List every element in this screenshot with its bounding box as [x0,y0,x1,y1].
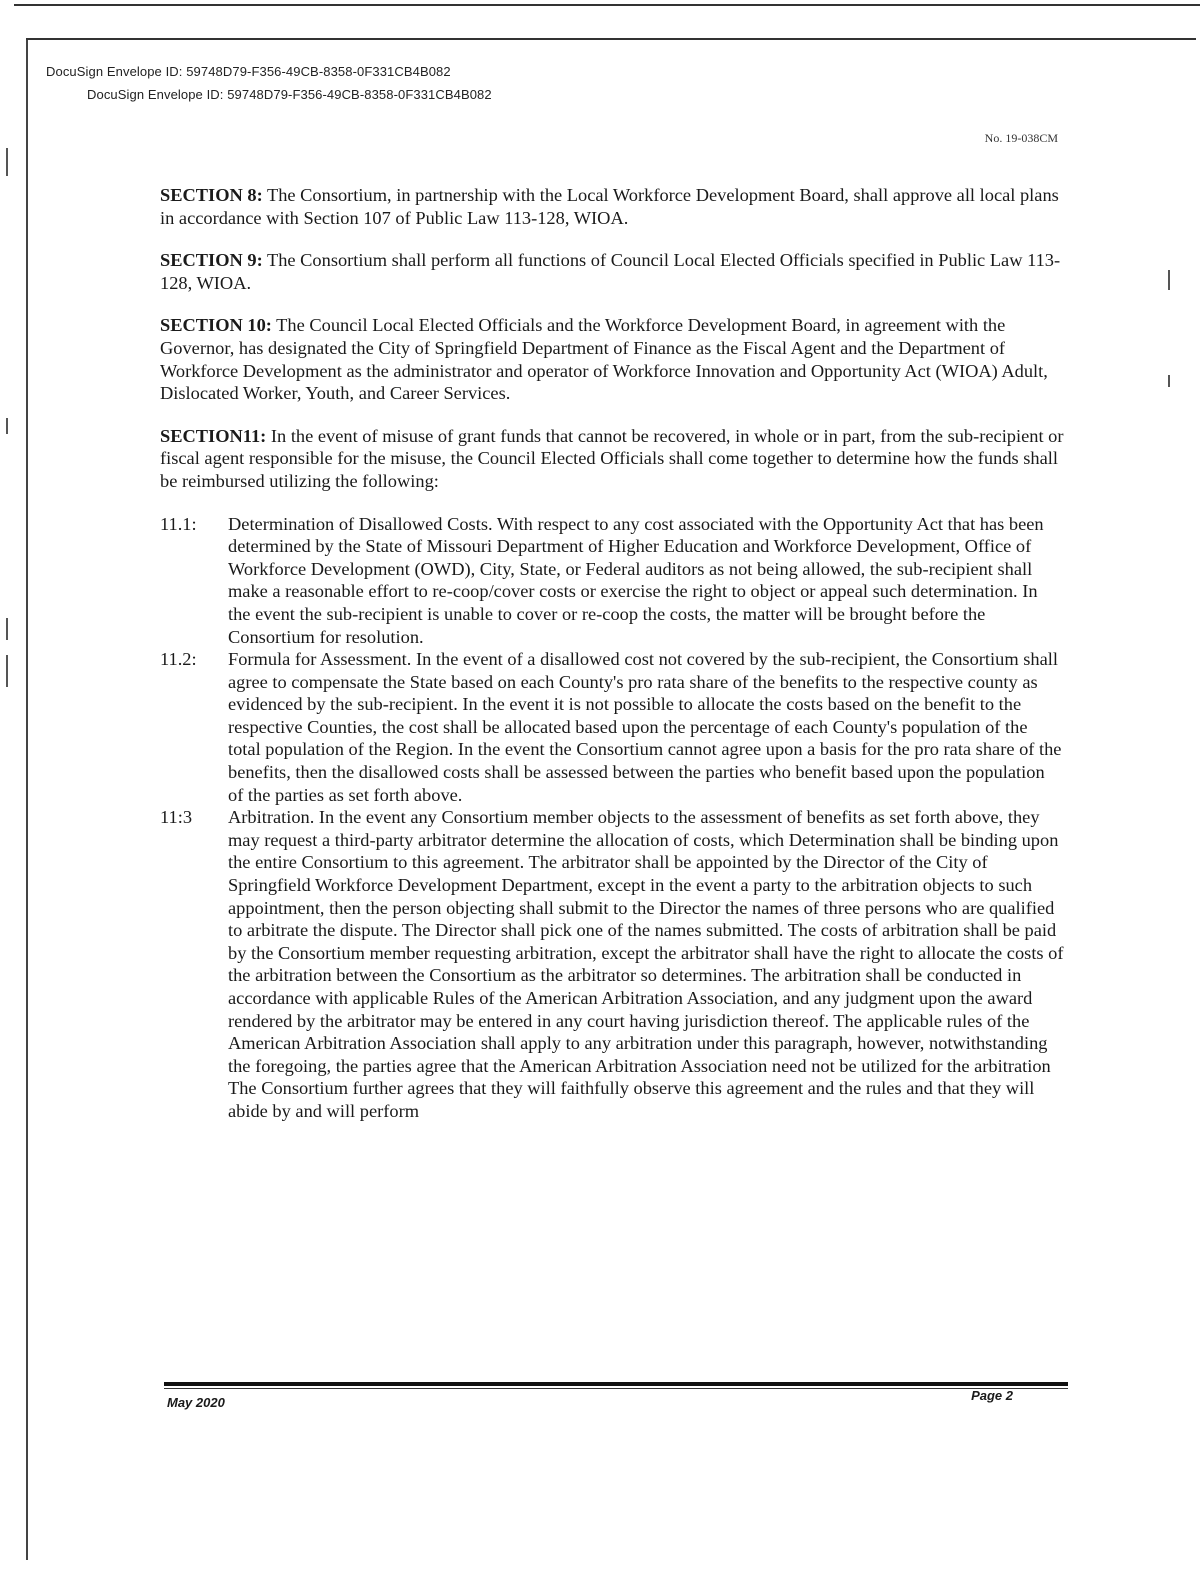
section-text: In the event of misuse of grant funds that cannot be recovered, in whole or in part, from the sub-recipient or fiscal agent responsible for the misuse, the Council Elected Officials shall come together to determine how the funds shall be reimbursed utilizing the following: [160,425,1064,491]
footer-rule-thin [164,1388,1068,1389]
section-text: The Consortium, in partnership with the Local Workforce Development Board, shall approve all local plans in accordance with Section 107 of Public Law 113-128, WIOA. [160,185,1059,228]
document-number: No. 19-038CM [984,131,1058,145]
section-9 [160,249,1064,294]
subsection-11-2 [160,648,1064,806]
subsection-number: 11.2: [160,649,197,670]
scan-mark [6,655,8,687]
scan-border-inner-top [26,38,1196,40]
section-10 [160,314,1064,404]
footer-date: May 2020 [167,1395,225,1410]
page-number: Page 2 [971,1388,1013,1403]
scan-mark [6,148,8,176]
section-heading: SECTION 9: [160,250,263,271]
section-text: The Consortium shall perform all functions of Council Local Elected Officials specified in Public Law 113-128, WIOA. [160,250,1061,293]
section-11 [160,425,1064,493]
subsection-number: 11:3 [160,807,193,828]
section-8 [160,184,1064,229]
subsection-text: Arbitration. In the event any Consortium member objects to the assessment of benefits as set forth above, they may request a third-party arbitrator determine the allocation of costs, which Determination shall be binding upon the entire Consortium to this agreement. The arbitrator shall be appointed by the Director of the City of Springfield Workforce Development Department, except in the event a party to the arbitration objects to such appointment, then the person objecting shall submit to the Director the names of three persons who are qualified to arbitrate the dispute. The Director shall pick one of the names submitted. The costs of arbitration shall be paid by the Consortium member requesting arbitration, except the arbitrator shall have the right to allocate the costs of the arbitration between the Consortium as the arbitrator so determines. The arbitration shall be conducted in accordance with applicable Rules of the American Arbitration Association, and any judgment upon the award rendered by the arbitrator may be entered in any court having jurisdiction thereof. The applicable rules of the American Arbitration Association shall apply to any arbitration under this paragraph, however, notwithstanding the foregoing, the parties agree that the American Arbitration Association need not be utilized for the arbitration The Consortium further agrees that they will faithfully observe this agreement and the rules and that they will abide by and will perform [228,807,1064,1121]
subsection-text: Determination of Disallowed Costs. With respect to any cost associated with the Opportunity Act that has been determined by the State of Missouri Department of Higher Education and Workforce Development, Office of Workforce Development (OWD), City, State, or Federal auditors as not being allowed, the sub-recipient shall make a reasonable effort to re-coop/cover costs or exercise the right to object or appeal such determination. In the event the sub-recipient is unable to cover or re-coop the costs, the matter will be brought before the Consortium for resolution. [228,513,1044,647]
section-heading: SECTION 10: [160,315,272,336]
document-body [160,184,1064,1123]
footer-rule [164,1382,1068,1386]
section-text: The Council Local Elected Officials and the Workforce Development Board, in agreement with the Governor, has designated the City of Springfield Department of Finance as the Fiscal Agent and the Department of Workforce Development as the administrator and operator of Workforce Innovation and Opportunity Act (WIOA) Adult, Dislocated Worker, Youth, and Career Services. [160,315,1048,404]
section-heading: SECTION11: [160,425,267,446]
subsection-number: 11.1: [160,513,197,534]
scan-border-top [14,4,1200,6]
subsection-text: Formula for Assessment. In the event of a disallowed cost not covered by the sub-recipient, the Consortium shall agree to compensate the State based on each County's pro rata share of the benefits to the respective county as evidenced by the sub-recipient. In the event it is not possible to allocate the costs based on the benefit to the respective Counties, the cost shall be allocated based upon the percentage of each County's population of the total population of the Region. In the event the Consortium cannot agree upon a basis for the pro rata share of the benefits, then the disallowed costs shall be assessed between the parties who benefit based upon the population of the parties as set forth above. [228,649,1062,805]
section-heading: SECTION 8: [160,185,263,205]
subsection-11-1 [160,513,1064,649]
docusign-envelope-id-duplicate: DocuSign Envelope ID: 59748D79-F356-49CB-8358-0F331CB4B082 [87,87,492,102]
docusign-envelope-id: DocuSign Envelope ID: 59748D79-F356-49CB-8358-0F331CB4B082 [46,64,451,79]
scan-border-left [26,40,28,1560]
subsection-11-3 [160,806,1064,1122]
scan-mark [6,618,8,640]
scan-mark [1168,375,1170,387]
scan-mark [6,418,8,434]
scan-mark [1168,270,1170,290]
